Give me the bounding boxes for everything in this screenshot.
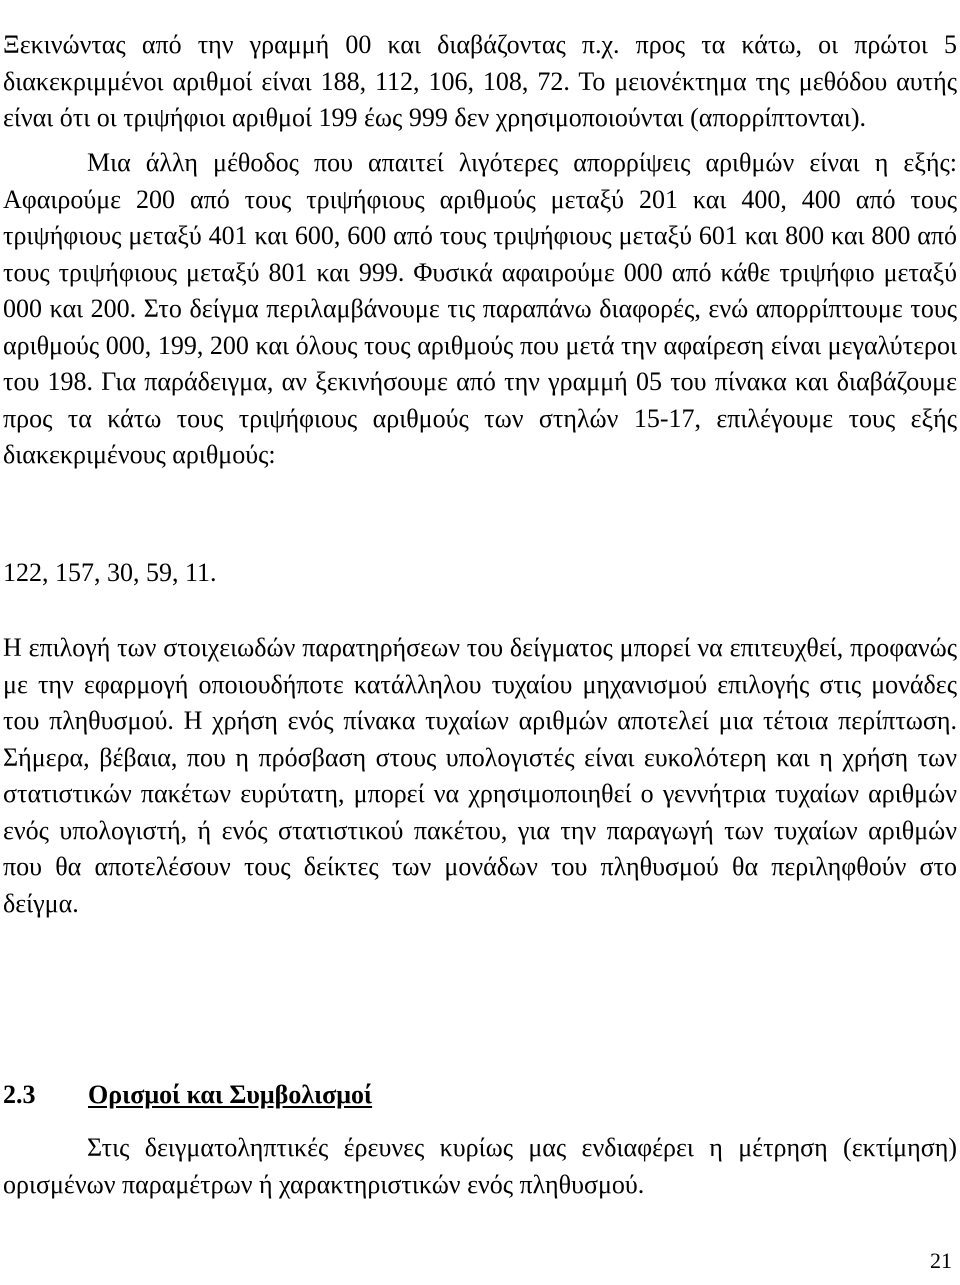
selected-numbers-list: 122, 157, 30, 59, 11. (3, 558, 217, 587)
paragraph-alternative-method: Μια άλλη μέθοδος που απαιτεί λιγότερες απορρίψεις αριθμών είναι η εξής: Αφαιρούμε 200 από τους τριψήφιους αριθμούς μεταξύ 201 και 400, 400 από τους τριψήφιους μεταξύ 401 και 600, 600 από τους τριψήφιους μεταξύ 601 και 800 και 800 από τους τριψήφιους μεταξύ 801 και 999. Φυσικά αφαιρούμε 000 από κάθε τριψήφιο μεταξύ 000 και 200. Στο δείγμα περιλαμβάνουμε τις παραπάνω διαφορές, ενώ απορρίπτουμε τους αριθμούς 000, 199, 200 και όλους τους αριθμούς που μετά την αφαίρεση είναι μεγαλύτεροι του 198. Για παράδειγμα, αν ξεκινήσουμε από την γραμμή 05 του πίνακα και διαβάζουμε προς τα κάτω τους τριψήφιους αριθμούς των στηλών 15-17, επιλέγουμε τους εξής διακεκριμένους αριθμούς: (3, 148, 957, 469)
paragraph-random-digits-start: Ξεκινώντας από την γραμμή 00 και διαβάζοντας π.χ. προς τα κάτω, οι πρώτοι 5 διακεκριμμένοι αριθμοί είναι 188, 112, 106, 108, 72. Το μειονέκτημα της μεθόδου αυτής είναι ότι οι τριψήφιοι αριθμοί 199 έως 999 δεν χρησιμοποιούνται (απορρίπτονται). (3, 30, 957, 132)
paragraph-random-mechanism: Η επιλογή των στοιχειωδών παρατηρήσεων του δείγματος μπορεί να επιτευχθεί, προφανώς με την εφαρμογή οποιουδήποτε κατάλληλου τυχαίου μηχανισμού επιλογής στις μονάδες του πληθυσμού. Η χρήση ενός πίνακα τυχαίων αριθμών αποτελεί μια τέτοια περίπτωση. Σήμερα, βέβαια, που η πρόσβαση στους υπολογιστές είναι ευκολότερη και η χρήση των στατιστικών πακέτων ευρύτατη, μπορεί να χρησιμοποιηθεί ο γεννήτρια τυχαίων αριθμών ενός υπολογιστή, ή ενός στατιστικού πακέτου, για την παραγωγή των τυχαίων αριθμών που θα αποτελέσουν τους δείκτες των μονάδων του πληθυσμού θα περιληφθούν στο δείγμα. (3, 633, 957, 918)
section-title: Ορισμοί και Συμβολισμοί (88, 1080, 373, 1109)
section-number: 2.3 (3, 1080, 36, 1109)
page-number: 21 (930, 1248, 952, 1273)
section-heading (3, 1077, 957, 1113)
paragraph-definitions-intro: Στις δειγματοληπτικές έρευνες κυρίως μας ενδιαφέρει η μέτρηση (εκτίμηση) ορισμένων παραμέτρων ή χαρακτηριστικών ενός πληθυσμού. (3, 1133, 957, 1199)
